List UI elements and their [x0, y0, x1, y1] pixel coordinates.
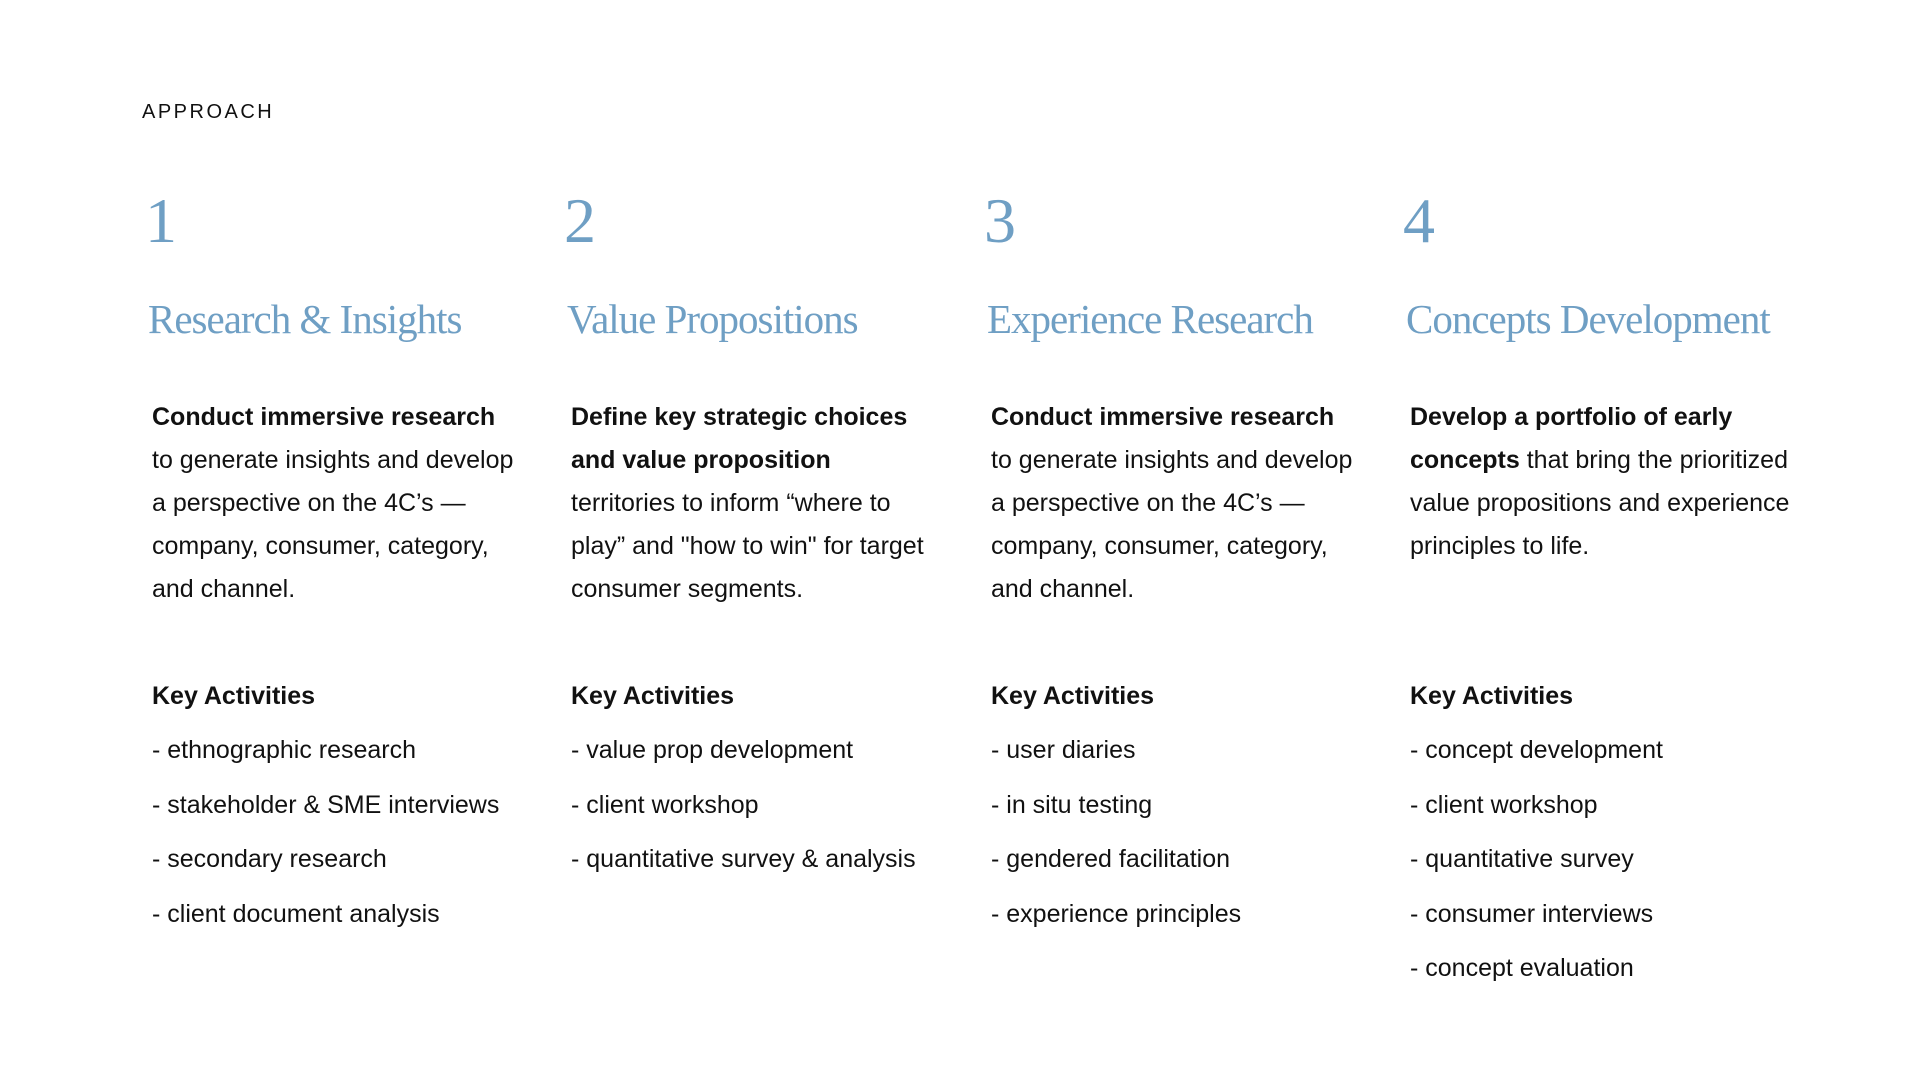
column-title: Research & Insights — [148, 296, 462, 342]
approach-column-1 — [146, 0, 546, 1080]
activity-item: - experience principles — [991, 899, 1242, 928]
description-text: to generate insights and develop a perspective on the 4C’s — company, consumer, category, and channel. — [991, 446, 1353, 603]
key-activities-heading: Key Activities — [571, 682, 735, 710]
key-activities-list — [991, 733, 1241, 951]
step-number: 4 — [1403, 185, 1435, 256]
key-activities-list — [571, 733, 916, 897]
description-text: to generate insights and develop a perspective on the 4C’s — company, consumer, category, and channel. — [152, 446, 514, 603]
activity-item: - consumer interviews — [1410, 899, 1654, 928]
key-activities-heading: Key Activities — [152, 682, 316, 710]
column-title: Experience Research — [987, 296, 1313, 342]
column-description — [1410, 396, 1790, 568]
activity-item: - stakeholder & SME interviews — [152, 790, 500, 819]
column-title: Value Propositions — [567, 296, 858, 342]
activity-item: - concept evaluation — [1410, 954, 1634, 982]
activity-item: - value prop development — [571, 736, 854, 764]
description-emphasis: Conduct immersive research — [991, 403, 1335, 431]
activity-item: - client workshop — [571, 790, 759, 819]
column-description — [571, 396, 951, 611]
step-number: 2 — [564, 185, 596, 256]
description-text: that bring the prioritized value propositions and experience principles to life. — [1410, 446, 1790, 560]
activity-item: - ethnographic research — [152, 736, 417, 764]
column-description — [991, 396, 1371, 611]
approach-column-2 — [565, 0, 965, 1080]
activity-item: - user diaries — [991, 736, 1136, 764]
activity-item: - gendered facilitation — [991, 845, 1231, 873]
column-description — [152, 396, 532, 611]
key-activities-heading: Key Activities — [991, 682, 1155, 710]
description-emphasis: Conduct immersive research — [152, 403, 496, 431]
activity-item: - quantitative survey — [1410, 845, 1634, 873]
activity-item: - concept development — [1410, 736, 1663, 764]
column-title: Concepts Development — [1406, 296, 1770, 342]
activity-item: - quantitative survey & analysis — [571, 845, 916, 873]
section-label: APPROACH — [142, 101, 275, 123]
approach-column-4 — [1404, 0, 1804, 1080]
activity-item: - in situ testing — [991, 790, 1153, 819]
step-number: 3 — [984, 185, 1016, 256]
key-activities-heading: Key Activities — [1410, 682, 1574, 710]
approach-column-3 — [985, 0, 1385, 1080]
step-number: 1 — [145, 185, 177, 256]
activity-item: - client workshop — [1410, 790, 1598, 819]
description-emphasis: Define key strategic choices and value proposition — [571, 403, 908, 474]
activity-item: - secondary research — [152, 845, 387, 873]
key-activities-list — [1410, 733, 1663, 1006]
key-activities-list — [152, 733, 499, 951]
activity-item: - client document analysis — [152, 899, 440, 928]
description-emphasis: Develop a portfolio of early concepts — [1410, 403, 1733, 474]
description-text: territories to inform “where to play” and "how to win" for target consumer segments. — [571, 489, 924, 603]
